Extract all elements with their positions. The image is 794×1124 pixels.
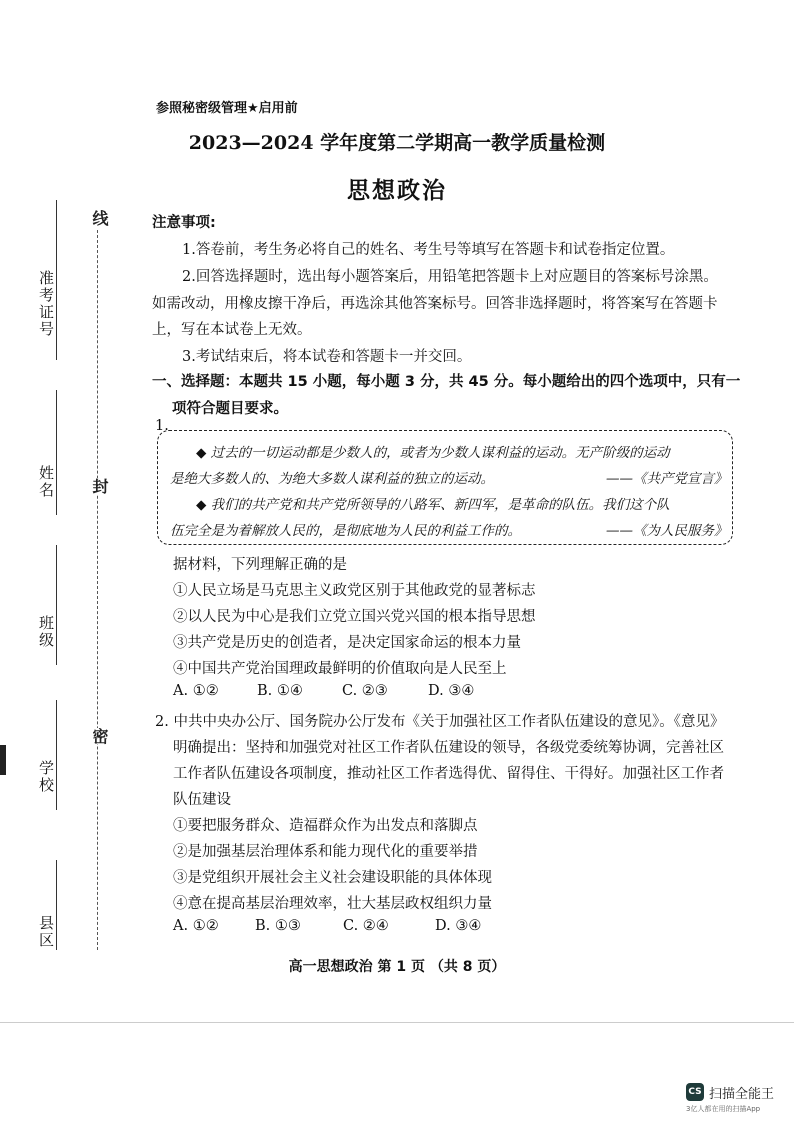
- seal-cut-line: [97, 230, 98, 950]
- q1-number: 1.: [155, 418, 169, 434]
- page-footer: 高一思想政治 第 1 页 （共 8 页）: [288, 959, 506, 975]
- q2-stem-line-2: 明确提出：坚持和加强党对社区工作者队伍建设的领导，各级党委统筹协调，完善社区: [173, 740, 724, 756]
- q1-quote-1-line-1: ◆ 过去的一切运动都是少数人的，或者为少数人谋利益的运动。无产阶级的运动: [196, 445, 670, 461]
- camscanner-name: 扫描全能王: [709, 1087, 775, 1102]
- q2-choice-b: B. ①③: [255, 918, 301, 934]
- seal-mark-secret: 密: [90, 728, 109, 744]
- q2-option-3: ③是党组织开展社会主义社会建设职能的具体体现: [173, 870, 492, 886]
- notice-item-1: 1.答卷前，考生务必将自己的姓名、考生号等填写在答题卡和试卷指定位置。: [182, 242, 675, 258]
- q1-quote-2-line-2: 伍完全是为着解放人民的，是彻底地为人民的利益工作的。: [170, 523, 521, 539]
- field-label-name: 姓名: [37, 465, 55, 499]
- q2-option-1: ①要把服务群众、造福群众作为出发点和落脚点: [173, 818, 478, 834]
- field-label-school: 学校: [37, 760, 55, 794]
- q1-choice-a: A. ①②: [173, 683, 219, 699]
- q2-stem-line-4: 队伍建设: [173, 792, 231, 808]
- q1-material-box: [157, 430, 733, 545]
- notice-item-2-line-2: 如需改动，用橡皮擦干净后，再选涂其他答案标号。回答非选择题时，将答案写在答题卡: [152, 296, 718, 312]
- q1-quote-1-source: ——《共产党宣言》: [606, 471, 728, 487]
- section-1-title-line-2: 项符合题目要求。: [172, 401, 288, 417]
- q2-stem-line-1: 2. 中共中央办公厅、国务院办公厅发布《关于加强社区工作者队伍建设的意见》。《意见》: [155, 714, 725, 730]
- q2-choice-a: A. ①②: [173, 918, 219, 934]
- notice-item-3: 3.考试结束后，将本试卷和答题卡一并交回。: [182, 349, 472, 365]
- q2-stem-line-3: 工作者队伍建设各项制度，推动社区工作者选得优、留得住、干得好。加强社区工作者: [173, 766, 724, 782]
- q1-choice-b: B. ①④: [257, 683, 303, 699]
- q1-choice-c: C. ②③: [342, 683, 388, 699]
- camscanner-logo-icon: CS: [686, 1083, 704, 1101]
- q1-quote-2-line-1: ◆ 我们的共产党和共产党所领导的八路军、新四军，是革命的队伍。我们这个队: [196, 497, 670, 513]
- seal-mark-seal: 封: [90, 478, 109, 494]
- secret-level-label: 参照秘密级管理★启用前: [156, 101, 298, 116]
- notice-item-2-line-3: 上，写在本试卷上无效。: [152, 322, 312, 338]
- q2-option-2: ②是加强基层治理体系和能力现代化的重要举措: [173, 844, 478, 860]
- notice-item-2-line-1: 2.回答选择题时，选出每小题答案后，用铅笔把答题卡上对应题目的答案标号涂黑。: [182, 269, 718, 285]
- field-label-district: 县区: [37, 915, 55, 949]
- q1-quote-2-source: ——《为人民服务》: [606, 523, 728, 539]
- seal-mark-line: 线: [90, 210, 109, 226]
- q2-option-4: ④意在提高基层治理效率，壮大基层政权组织力量: [173, 896, 492, 912]
- q1-option-2: ②以人民为中心是我们立党立国兴党兴国的根本指导思想: [173, 609, 536, 625]
- camscanner-tagline: 3亿人都在用的扫描App: [686, 1105, 761, 1113]
- page-bottom-edge: [0, 1022, 794, 1023]
- q2-choice-c: C. ②④: [343, 918, 389, 934]
- q1-choice-d: D. ③④: [428, 683, 475, 699]
- q1-quote-1-line-2: 是绝大多数人的、为绝大多数人谋利益的独立的运动。: [170, 471, 494, 487]
- section-1-title-line-1: 一、选择题：本题共 15 小题，每小题 3 分，共 45 分。每小题给出的四个选项中，只有一: [152, 374, 741, 390]
- q1-stem: 据材料，下列理解正确的是: [173, 557, 347, 573]
- q1-option-1: ①人民立场是马克思主义政党区别于其他政党的显著标志: [173, 583, 536, 599]
- q2-choice-d: D. ③④: [435, 918, 482, 934]
- field-label-exam-no: 准考证号: [37, 270, 55, 338]
- subject-title: 思想政治: [347, 178, 447, 204]
- q1-option-4: ④中国共产党治国理政最鲜明的价值取向是人民至上: [173, 661, 507, 677]
- field-label-class: 班级: [37, 615, 55, 649]
- q1-option-3: ③共产党是历史的创造者，是决定国家命运的根本力量: [173, 635, 521, 651]
- notice-heading: 注意事项:: [152, 215, 216, 231]
- exam-title: 2023—2024 学年度第二学期高一教学质量检测: [188, 132, 606, 154]
- scan-edge-mark: [0, 745, 6, 775]
